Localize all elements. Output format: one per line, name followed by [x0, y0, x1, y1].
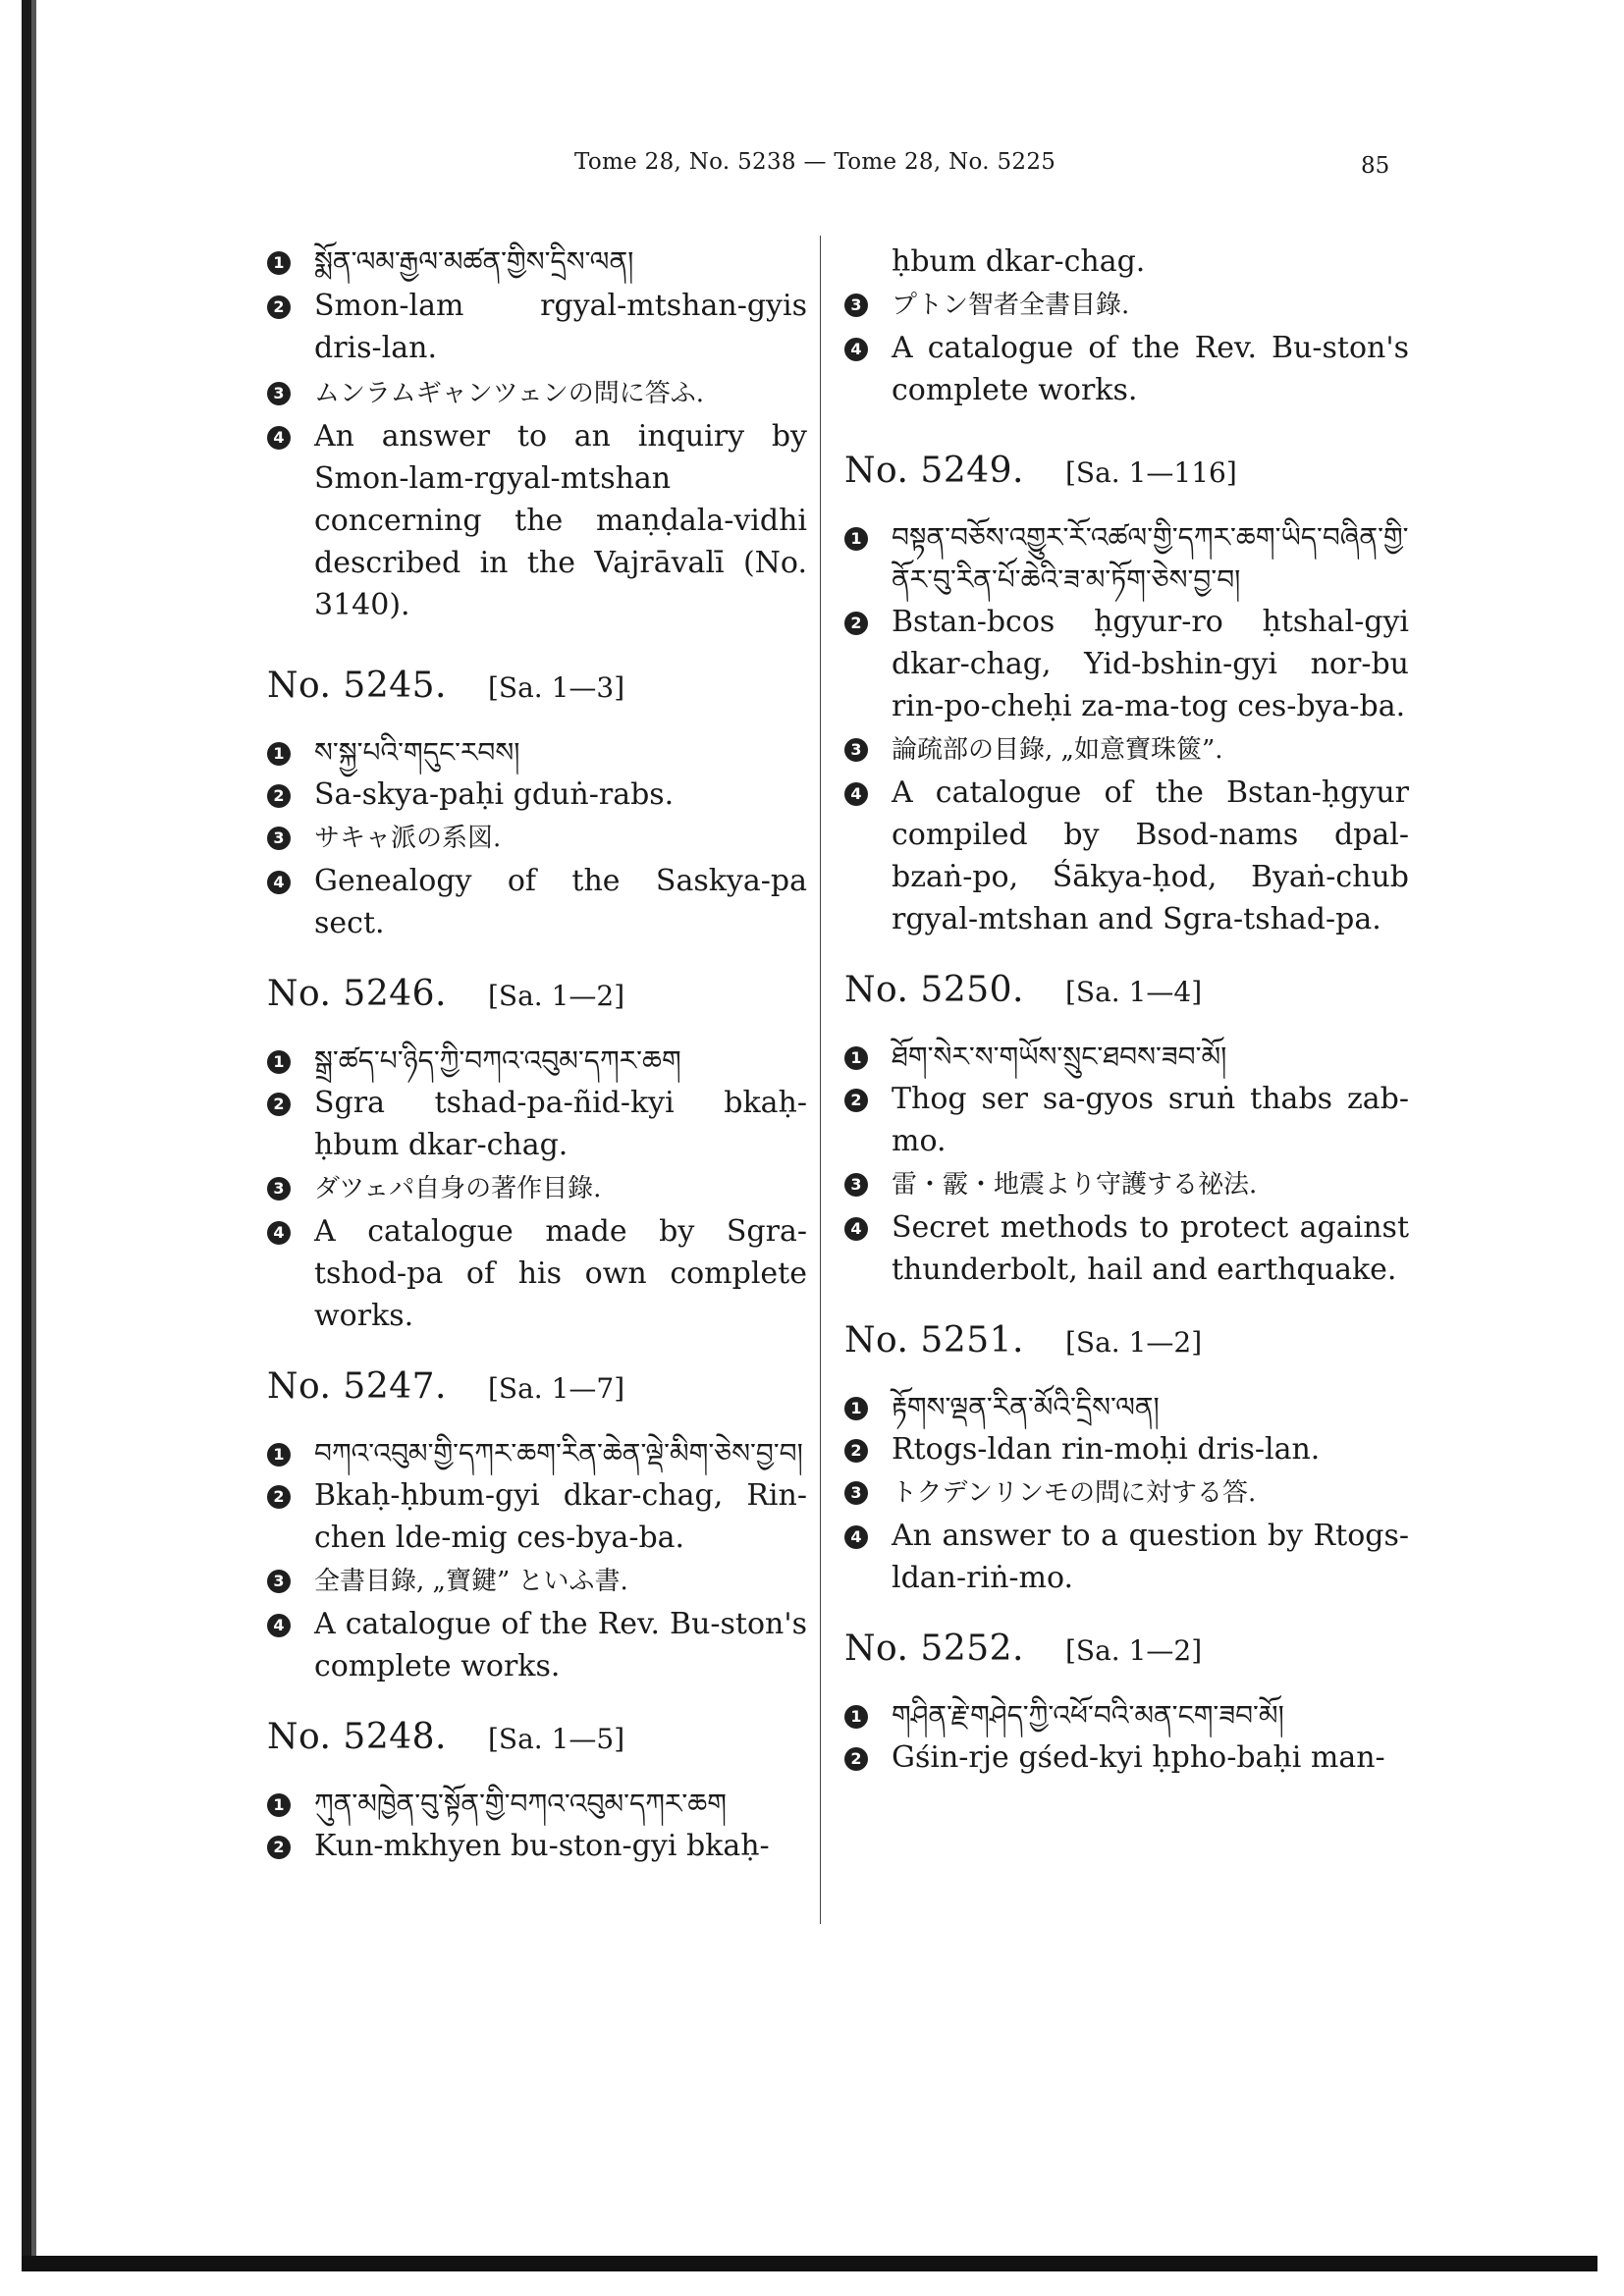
marker-1: 1 — [267, 1443, 291, 1467]
marker-2: 2 — [844, 1089, 868, 1112]
marker-4: 4 — [267, 1221, 291, 1245]
marker-1: 1 — [844, 527, 868, 551]
english-description: 4 Secret methods to protect against thunderbolt, hail and earthquake. — [844, 1206, 1409, 1291]
marker-2: 2 — [844, 1747, 868, 1771]
marker-4: 4 — [844, 1217, 868, 1241]
english-description: 4 An answer to a question by Rtogs-ldan-riṅ-mo. — [844, 1515, 1409, 1599]
entry-5250 — [844, 970, 1409, 1291]
marker-1: 1 — [267, 742, 291, 766]
marker-4: 4 — [267, 426, 291, 450]
entry-reference: [Sa. 1—4] — [1065, 976, 1203, 1008]
entry-5252 — [844, 1629, 1409, 1779]
entry-heading — [267, 1717, 807, 1757]
english-description: 4 An answer to an inquiry by Smon-lam-rgyal-mtshan concerning the maṇḍala-vidhi described in the Vajrāvalī (No. 3140). — [267, 415, 807, 626]
transliteration: 2 Bkaḥ-ḥbum-gyi dkar-chag, Rin-chen lde-mig ces-bya-ba. — [267, 1474, 807, 1559]
marker-2: 2 — [844, 1439, 868, 1463]
transliteration: 2 Kun-mkhyen bu-ston-gyi bkaḥ- — [267, 1825, 807, 1867]
marker-4: 4 — [267, 871, 291, 894]
transliteration: 2 Thog ser sa-gyos sruṅ thabs zab-mo. — [844, 1078, 1409, 1162]
marker-2: 2 — [267, 1836, 291, 1859]
entry-number: No. 5250. — [844, 970, 1024, 1010]
entry-number: No. 5248. — [267, 1717, 447, 1757]
scan-edge-left — [22, 0, 31, 2268]
transliteration: 2 Bstan-bcos ḥgyur-ro ḥtshal-gyi dkar-chag, Yid-bshin-gyi nor-bu rin-po-cheḥi za-ma-tog ces-bya-ba. — [844, 601, 1409, 727]
english-description: 4 A catalogue of the Rev. Bu-ston's complete works. — [844, 327, 1409, 411]
marker-3: 3 — [267, 1177, 291, 1201]
entry-heading — [267, 974, 807, 1014]
entry-number: No. 5252. — [844, 1629, 1024, 1669]
entry-reference: [Sa. 1—5] — [488, 1723, 625, 1755]
entry-number: No. 5251. — [844, 1320, 1024, 1361]
entry-reference: [Sa. 1—116] — [1065, 456, 1237, 489]
marker-1: 1 — [267, 1050, 291, 1074]
japanese-title: 3 プトン智者全書目錄. — [844, 283, 1409, 327]
entry-number: No. 5249. — [844, 451, 1024, 491]
entry-5248 — [267, 1717, 807, 1867]
japanese-title: 3 論疏部の目錄, „如意寶珠篋”. — [844, 727, 1409, 772]
transliteration: 2 Sa-skya-paḥi gduṅ-rabs. — [267, 774, 807, 816]
marker-1: 1 — [267, 251, 291, 275]
entry-heading — [844, 1629, 1409, 1669]
scan-edge-left-shadow — [31, 0, 36, 2258]
marker-1: 1 — [844, 1046, 868, 1070]
transliteration: 2 Smon-lam rgyal-mtshan-gyis dris-lan. — [267, 285, 807, 369]
tibetan-title: 1 བསྟན་བཅོས་འགྱུར་རོ་འཚལ་གྱི་དཀར་ཆག་ཡིད་བཞིན་གྱི་ནོར་བུ་རིན་པོ་ཆེའི་ཟ་མ་ཏོག་ཅེས་བྱ་བ། — [844, 516, 1409, 601]
marker-4: 4 — [844, 338, 868, 361]
japanese-title: 3 サキャ派の系図. — [267, 816, 807, 860]
japanese-title: 3 トクデンリンモの問に対する答. — [844, 1470, 1409, 1515]
entry-reference: [Sa. 1—2] — [1065, 1634, 1203, 1667]
entry-5246 — [267, 974, 807, 1337]
entry-heading — [267, 666, 807, 706]
column-divider — [820, 236, 821, 1924]
entry-heading — [844, 451, 1409, 491]
marker-4: 4 — [844, 782, 868, 806]
transliteration: 2 Gśin-rje gśed-kyi ḥpho-baḥi man- — [844, 1736, 1409, 1779]
page-number: 85 — [1361, 153, 1390, 179]
tibetan-title: 1 ཐོག་སེར་ས་གཡོས་སྲུང་ཐབས་ཟབ་མོ། — [844, 1036, 1409, 1078]
japanese-title: 3 全書目錄, „寶鍵” といふ書. — [267, 1559, 807, 1603]
english-description: 4 A catalogue of the Bstan-ḥgyur compiled by Bsod-nams dpal-bzaṅ-po, Śākya-ḥod, Byaṅ-chub rgyal-mtshan and Sgra-tshad-pa. — [844, 772, 1409, 940]
tibetan-title: 1 བཀའ་འབུམ་གྱི་དཀར་ཆག་རིན་ཆེན་ལྡེ་མིག་ཅེས་བྱ་བ། — [267, 1432, 807, 1474]
entry-reference: [Sa. 1—2] — [488, 980, 625, 1012]
transliteration: 2 Rtogs-ldan rin-moḥi dris-lan. — [844, 1428, 1409, 1470]
marker-4: 4 — [844, 1525, 868, 1549]
marker-3: 3 — [844, 738, 868, 762]
marker-1: 1 — [844, 1397, 868, 1420]
marker-2: 2 — [267, 295, 291, 319]
english-description: 4 A catalogue of the Rev. Bu-ston's complete works. — [267, 1603, 807, 1687]
entry-5251 — [844, 1320, 1409, 1599]
marker-3: 3 — [267, 1570, 291, 1593]
marker-1: 1 — [267, 1793, 291, 1817]
tibetan-title: 1 ཀུན་མཁྱེན་བུ་སྟོན་གྱི་བཀའ་འབུམ་དཀར་ཆག — [267, 1783, 807, 1825]
tibetan-title: 1 སྒྲ་ཚད་པ་ཉིད་ཀྱི་བཀའ་འབུམ་དཀར་ཆག — [267, 1040, 807, 1082]
marker-2: 2 — [267, 784, 291, 808]
marker-3: 3 — [267, 827, 291, 850]
entry-reference: [Sa. 1—3] — [488, 671, 625, 704]
left-column — [267, 240, 807, 1867]
entry-5245 — [267, 666, 807, 944]
tibetan-title: 1 གཤིན་རྗེ་གཤེད་ཀྱི་འཕོ་བའི་མན་ངག་ཟབ་མོ། — [844, 1694, 1409, 1736]
tibetan-title: 1 སྨོན་ལམ་རྒྱལ་མཚན་གྱིས་དྲིས་ལན། — [267, 240, 807, 283]
japanese-title: 3 ムンラムギャンツェンの問に答ふ. — [267, 371, 807, 415]
marker-3: 3 — [844, 294, 868, 317]
entry-5249 — [844, 451, 1409, 940]
marker-2: 2 — [267, 1485, 291, 1509]
entry-reference: [Sa. 1—7] — [488, 1372, 625, 1405]
entry-heading — [844, 970, 1409, 1010]
entry-number: No. 5247. — [267, 1366, 447, 1407]
marker-2: 2 — [844, 612, 868, 635]
entry-5247 — [267, 1366, 807, 1687]
marker-1: 1 — [844, 1705, 868, 1729]
entry-number: No. 5245. — [267, 666, 447, 706]
transliteration: 2 Sgra tshad-pa-ñid-kyi bkaḥ-ḥbum dkar-chag. — [267, 1082, 807, 1166]
entry-heading — [844, 1320, 1409, 1361]
transliteration-continued: ḥbum dkar-chag. — [892, 244, 1146, 279]
entry-reference: [Sa. 1—2] — [1065, 1326, 1203, 1359]
marker-3: 3 — [844, 1173, 868, 1197]
entry-5248-continued — [844, 240, 1409, 411]
marker-3: 3 — [844, 1481, 868, 1505]
tibetan-title: 1 ས་སྐྱ་པའི་གདུང་རབས། — [267, 731, 807, 774]
scan-edge-bottom — [22, 2256, 1597, 2271]
japanese-title: 3 ダツェパ自身の著作目錄. — [267, 1166, 807, 1210]
entry-heading — [267, 1366, 807, 1407]
english-description: 4 A catalogue made by Sgra-tshod-pa of his own complete works. — [267, 1210, 807, 1337]
entry-number: No. 5246. — [267, 974, 447, 1014]
entry-5244-continued — [267, 240, 807, 626]
right-column — [844, 240, 1409, 1779]
tibetan-title: 1 རྟོགས་ལྡན་རིན་མོའི་དྲིས་ལན། — [844, 1386, 1409, 1428]
japanese-title: 3 雷・霰・地震より守護する祕法. — [844, 1162, 1409, 1206]
marker-2: 2 — [267, 1093, 291, 1116]
marker-3: 3 — [267, 382, 291, 405]
english-description: 4 Genealogy of the Saskya-pa sect. — [267, 860, 807, 944]
running-header: Tome 28, No. 5238 — Tome 28, No. 5225 — [574, 149, 1056, 175]
marker-4: 4 — [267, 1614, 291, 1637]
